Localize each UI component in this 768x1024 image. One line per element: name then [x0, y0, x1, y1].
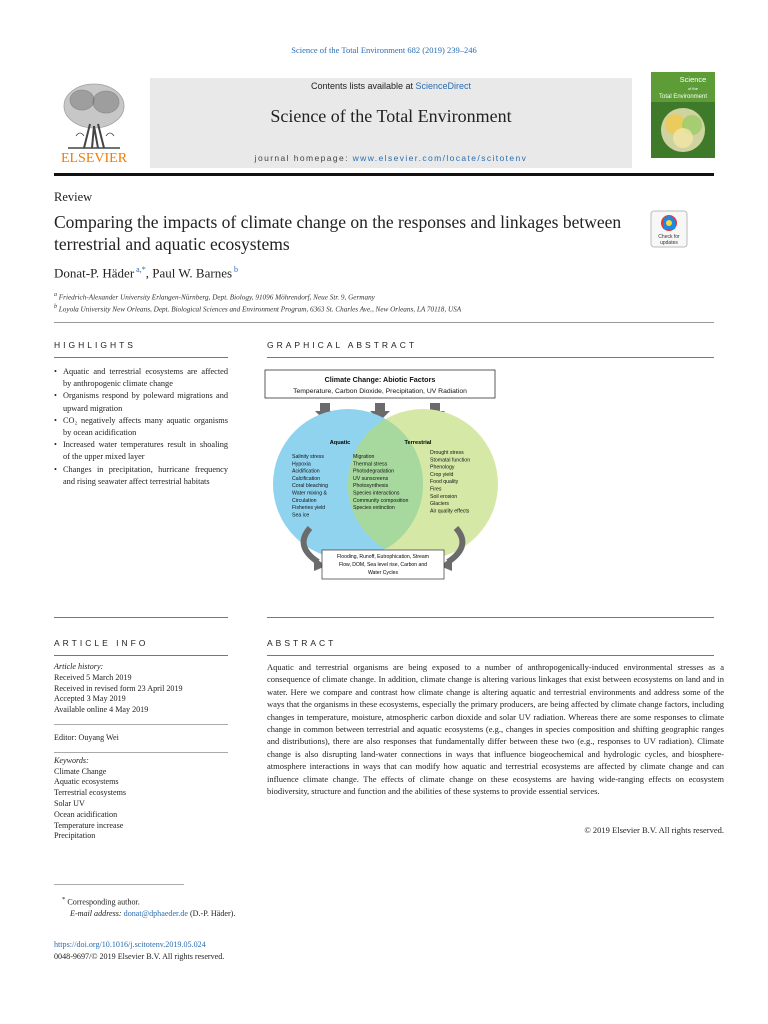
keywords-label: Keywords:	[54, 752, 228, 767]
elsevier-wordmark: ELSEVIER	[60, 151, 128, 166]
section-divider	[267, 617, 714, 618]
keyword: Terrestrial ecosystems	[54, 788, 127, 798]
affiliation-b: $^b$ Loyola University New Orleans, Dept. Biological Sciences and Environment Program, 6363 St. Charles Ave., New Orleans, LA 70118, USA	[54, 304, 462, 314]
venn-item: UV sunscreens	[353, 475, 389, 482]
doi-link[interactable]: https://doi.org/10.1016/j.scitotenv.2019.05.024	[54, 940, 206, 949]
svg-text:Temperature, Carbon Dioxide, P: Temperature, Carbon Dioxide, Precipitation, UV Radiation	[293, 388, 467, 395]
graphical-abstract-heading: GRAPHICAL ABSTRACT	[267, 340, 418, 350]
svg-text:Science: Science	[679, 75, 707, 84]
article-info-heading: ARTICLE INFO	[54, 638, 149, 648]
contents-availability: Contents lists available at ScienceDirect	[310, 81, 472, 91]
svg-text:Climate Change: Abiotic Factor: Climate Change: Abiotic Factors	[324, 375, 436, 384]
section-divider	[54, 617, 228, 618]
venn-item: Fires	[430, 486, 442, 493]
author-list: Donat-P. Häder $^{a,*}$, Paul W. Barnes $^b$	[54, 265, 239, 281]
svg-text:Terrestrial: Terrestrial	[404, 440, 432, 446]
keyword: Precipitation	[54, 831, 96, 841]
venn-item: Photosynthesis	[353, 483, 389, 490]
keyword: Climate Change	[54, 766, 107, 776]
elsevier-tree-icon	[54, 76, 134, 166]
svg-text:Total Environment: Total Environment	[658, 94, 708, 100]
venn-item: Hypoxia	[292, 461, 311, 468]
highlights-rule	[54, 357, 228, 358]
journal-homepage: journal homepage: www.elsevier.com/locate/scitotenv	[254, 153, 528, 163]
venn-item: Air quality effects	[430, 508, 470, 515]
footnote-rule	[54, 884, 184, 885]
highlight-item: • Changes in precipitation, hurricane frequency and rising seawater affect terrestrial habitats	[54, 464, 228, 488]
venn-item: Species interactions	[353, 490, 400, 497]
venn-item: Water mixing &	[292, 490, 327, 497]
venn-item: Sea ice	[292, 512, 310, 519]
article-info	[54, 662, 228, 842]
article-title: Comparing the impacts of climate change on the responses and linkages between terrestrial and aquatic ecosystems	[54, 212, 622, 254]
abstract-copyright: © 2019 Elsevier B.V. All rights reserved.	[584, 825, 724, 835]
journal-citation-link[interactable]: Science of the Total Environment 682 (2019) 239–246	[291, 45, 477, 55]
elsevier-logo[interactable]	[54, 76, 134, 166]
venn-item: Stomatal function	[430, 457, 471, 464]
graphical-abstract-rule	[267, 357, 714, 358]
editor: Editor: Ouyang Wei	[54, 724, 228, 744]
venn-item: Species extinction	[353, 505, 395, 512]
highlight-item: • Organisms respond by poleward migrations and upward migration	[54, 390, 228, 414]
received-date: Received 5 March 2019	[54, 672, 132, 682]
venn-item: Fisheries yield	[292, 505, 326, 512]
venn-item: Crop yield	[430, 471, 454, 478]
highlights-list	[54, 366, 228, 488]
corresponding-author-footnote: * Corresponding author. E-mail address: donat@dphaeder.de (D.-P. Häder).	[62, 896, 236, 919]
online-date: Available online 4 May 2019	[54, 705, 149, 715]
author-email-link[interactable]: donat@dphaeder.de	[123, 909, 188, 919]
author-affiliation-mark[interactable]: b	[234, 265, 239, 274]
svg-text:Water Cycles: Water Cycles	[367, 570, 399, 576]
highlight-item: • Increased water temperatures result in shoaling of the upper mixed layer	[54, 439, 228, 463]
article-type: Review	[54, 190, 93, 204]
svg-text:Check for: Check for	[658, 234, 680, 240]
header-divider	[54, 173, 714, 176]
venn-item: Soil erosion	[430, 493, 458, 500]
venn-item: Migration	[353, 454, 375, 460]
author-affiliation-mark[interactable]: a,*	[136, 265, 146, 274]
venn-item: Acidification	[292, 468, 320, 475]
author-name[interactable]: Paul W. Barnes	[152, 265, 233, 281]
keyword: Temperature increase	[54, 820, 124, 830]
keyword: Ocean acidification	[54, 809, 118, 819]
venn-item: Coral bleaching	[292, 483, 329, 490]
keyword: Aquatic ecosystems	[54, 777, 119, 787]
keyword: Solar UV	[54, 798, 85, 808]
article-info-rule	[54, 655, 228, 656]
abstract-text: Aquatic and terrestrial organisms are being exposed to a number of anthropogenically-induced environmental stresses as a consequence of climate change. In addition, climate change is altering various linkages that exist between ecosystems on land and in water. Here we compare and contrast how climate change is altering aquatic and terrestrial environments and address some of the ways that the organisms in these ecosystems, especially the primary producers, are being affected by climate change factors, including changes in temperature, moisture, atmospheric carbon dioxide and solar UV radiation. Whereas there are some responses to climate change in common between terrestrial and aquatic ecosystems (e.g., changes in species composition and shifting geographic ranges and distributions), there are also responses that fundamentally differ between these two (e.g., responses to UV radiation). Climate change is also disrupting land-water connections in ways that influence biogeochemical and hydrologic cycles, and biosphere-atmosphere interactions in ways that can modify how aquatic and terrestrial ecosystems are affected by climate change and can influence climate change. The effects of climate change on these ecosystems are having wide-ranging effects on ecosystem biodiversity, structure and function and the abilities of these systems to provide essential services.	[267, 662, 724, 797]
journal-cover-image[interactable]	[651, 72, 715, 158]
journal-homepage-link[interactable]: www.elsevier.com/locate/scitotenv	[352, 153, 528, 163]
revised-date: Received in revised form 23 April 2019	[54, 683, 183, 693]
highlight-item: • CO₂ negatively affects many aquatic organisms by ocean acidification	[54, 415, 228, 439]
highlight-item: • Aquatic and terrestrial ecosystems are affected by anthropogenic climate change	[54, 366, 228, 390]
venn-item: Food quality	[430, 479, 459, 486]
venn-item: Photodegradation	[353, 468, 394, 475]
accepted-date: Accepted 3 May 2019	[54, 694, 126, 704]
journal-name: Science of the Total Environment	[270, 106, 512, 126]
check-for-updates-badge[interactable]	[650, 210, 688, 248]
affiliation-a: $^a$ Friedrich-Alexander University Erlangen-Nürnberg, Dept. Biology, 91096 Möhrendorf, Neue Str. 9, Germany	[54, 292, 375, 302]
venn-item: Phenology	[430, 464, 455, 471]
venn-item: Drought stress	[430, 450, 464, 456]
graphical-abstract-figure[interactable]	[258, 368, 508, 583]
venn-item: Community composition	[353, 497, 409, 504]
svg-text:Aquatic: Aquatic	[329, 440, 351, 446]
abstract-rule	[267, 655, 714, 656]
svg-text:Flooding, Runoff, Eutrophicati: Flooding, Runoff, Eutrophication, Stream	[337, 554, 429, 560]
sciencedirect-link[interactable]: ScienceDirect	[415, 81, 472, 91]
venn-item: Circulation	[292, 497, 317, 504]
highlights-heading: HIGHLIGHTS	[54, 340, 136, 350]
venn-item: Glaciers	[430, 501, 450, 508]
article-history-label: Article history:	[54, 662, 104, 671]
venn-item: Thermal stress	[353, 461, 388, 468]
issn-copyright: 0048-9697/© 2019 Elsevier B.V. All rights reserved.	[54, 952, 225, 961]
abstract-heading: ABSTRACT	[267, 638, 337, 648]
svg-text:updates: updates	[660, 240, 678, 246]
svg-text:Flow, DOM, Sea level rise, Car: Flow, DOM, Sea level rise, Carbon and	[338, 562, 428, 568]
venn-item: Calcification	[292, 475, 320, 482]
svg-text:of the: of the	[687, 86, 699, 91]
section-divider	[54, 322, 714, 323]
author-name[interactable]: Donat-P. Häder	[54, 265, 135, 281]
venn-item: Salinity stress	[292, 454, 324, 460]
